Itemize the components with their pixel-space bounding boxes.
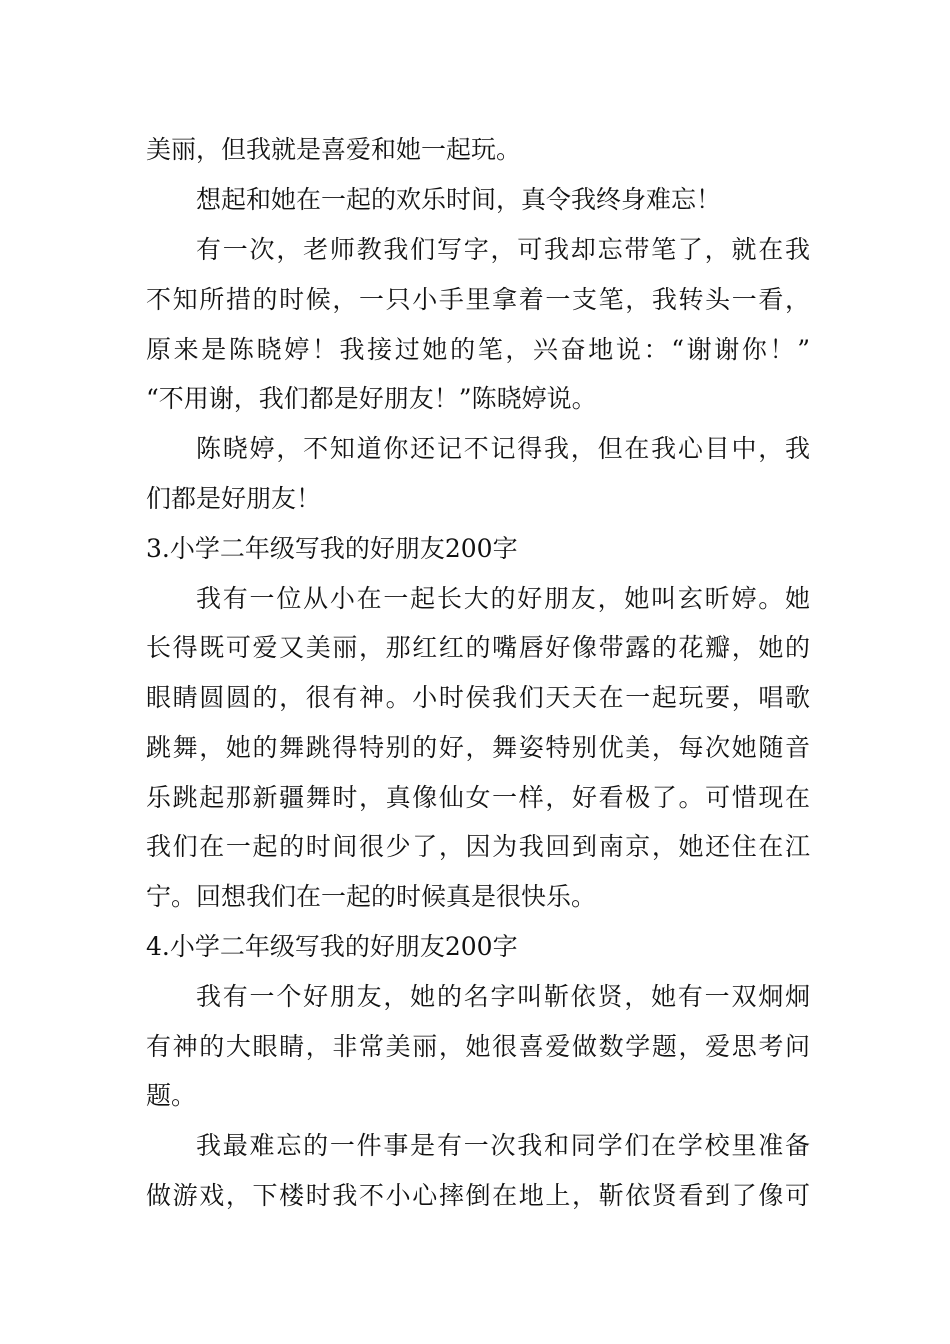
text-line: 乐跳起那新疆舞时，真像仙女一样，好看极了。可惜现在 <box>146 783 810 812</box>
text-line: 原来是陈晓婷！我接过她的笔，兴奋地说：“谢谢你！” <box>146 335 810 364</box>
text-line: 宁。回想我们在一起的时候真是很快乐。 <box>146 882 597 911</box>
text-line: 我有一个好朋友，她的名字叫靳依贤，她有一双炯炯 <box>196 982 810 1011</box>
text-line: 我最难忘的一件事是有一次我和同学们在学校里准备 <box>196 1131 810 1160</box>
text-line: 我们在一起的时间很少了，因为我回到南京，她还住在江 <box>146 832 810 861</box>
text-line: “不用谢，我们都是好朋友！”陈晓婷说。 <box>146 384 597 413</box>
text-line: 题。 <box>146 1081 197 1110</box>
text-line: 长得既可爱又美丽，那红红的嘴唇好像带露的花瓣，她的 <box>146 633 810 662</box>
text-line: 想起和她在一起的欢乐时间，真令我终身难忘！ <box>196 185 722 214</box>
text-line: 陈晓婷，不知道你还记不记得我，但在我心目中，我 <box>196 434 810 463</box>
text-line: 我有一位从小在一起长大的好朋友，她叫玄昕婷。她 <box>196 584 810 613</box>
text-line: 跳舞，她的舞跳得特别的好，舞姿特别优美，每次她随音 <box>146 733 810 762</box>
text-line: 美丽，但我就是喜爱和她一起玩。 <box>146 135 522 164</box>
text-line: 有神的大眼睛，非常美丽，她很喜爱做数学题，爱思考问 <box>146 1032 810 1061</box>
text-line: 眼睛圆圆的，很有神。小时侯我们天天在一起玩要，唱歌 <box>146 683 810 712</box>
text-line: 们都是好朋友！ <box>146 484 322 513</box>
text-line: 做游戏，下楼时我不小心摔倒在地上，靳依贤看到了像可 <box>146 1181 810 1210</box>
text-line: 不知所措的时候，一只小手里拿着一支笔，我转头一看， <box>146 285 810 314</box>
text-line: 有一次，老师教我们写字，可我却忘带笔了，就在我 <box>196 235 810 264</box>
section-heading: 3.小学二年级写我的好朋友200字 <box>146 534 518 563</box>
section-heading: 4.小学二年级写我的好朋友200字 <box>146 932 518 961</box>
